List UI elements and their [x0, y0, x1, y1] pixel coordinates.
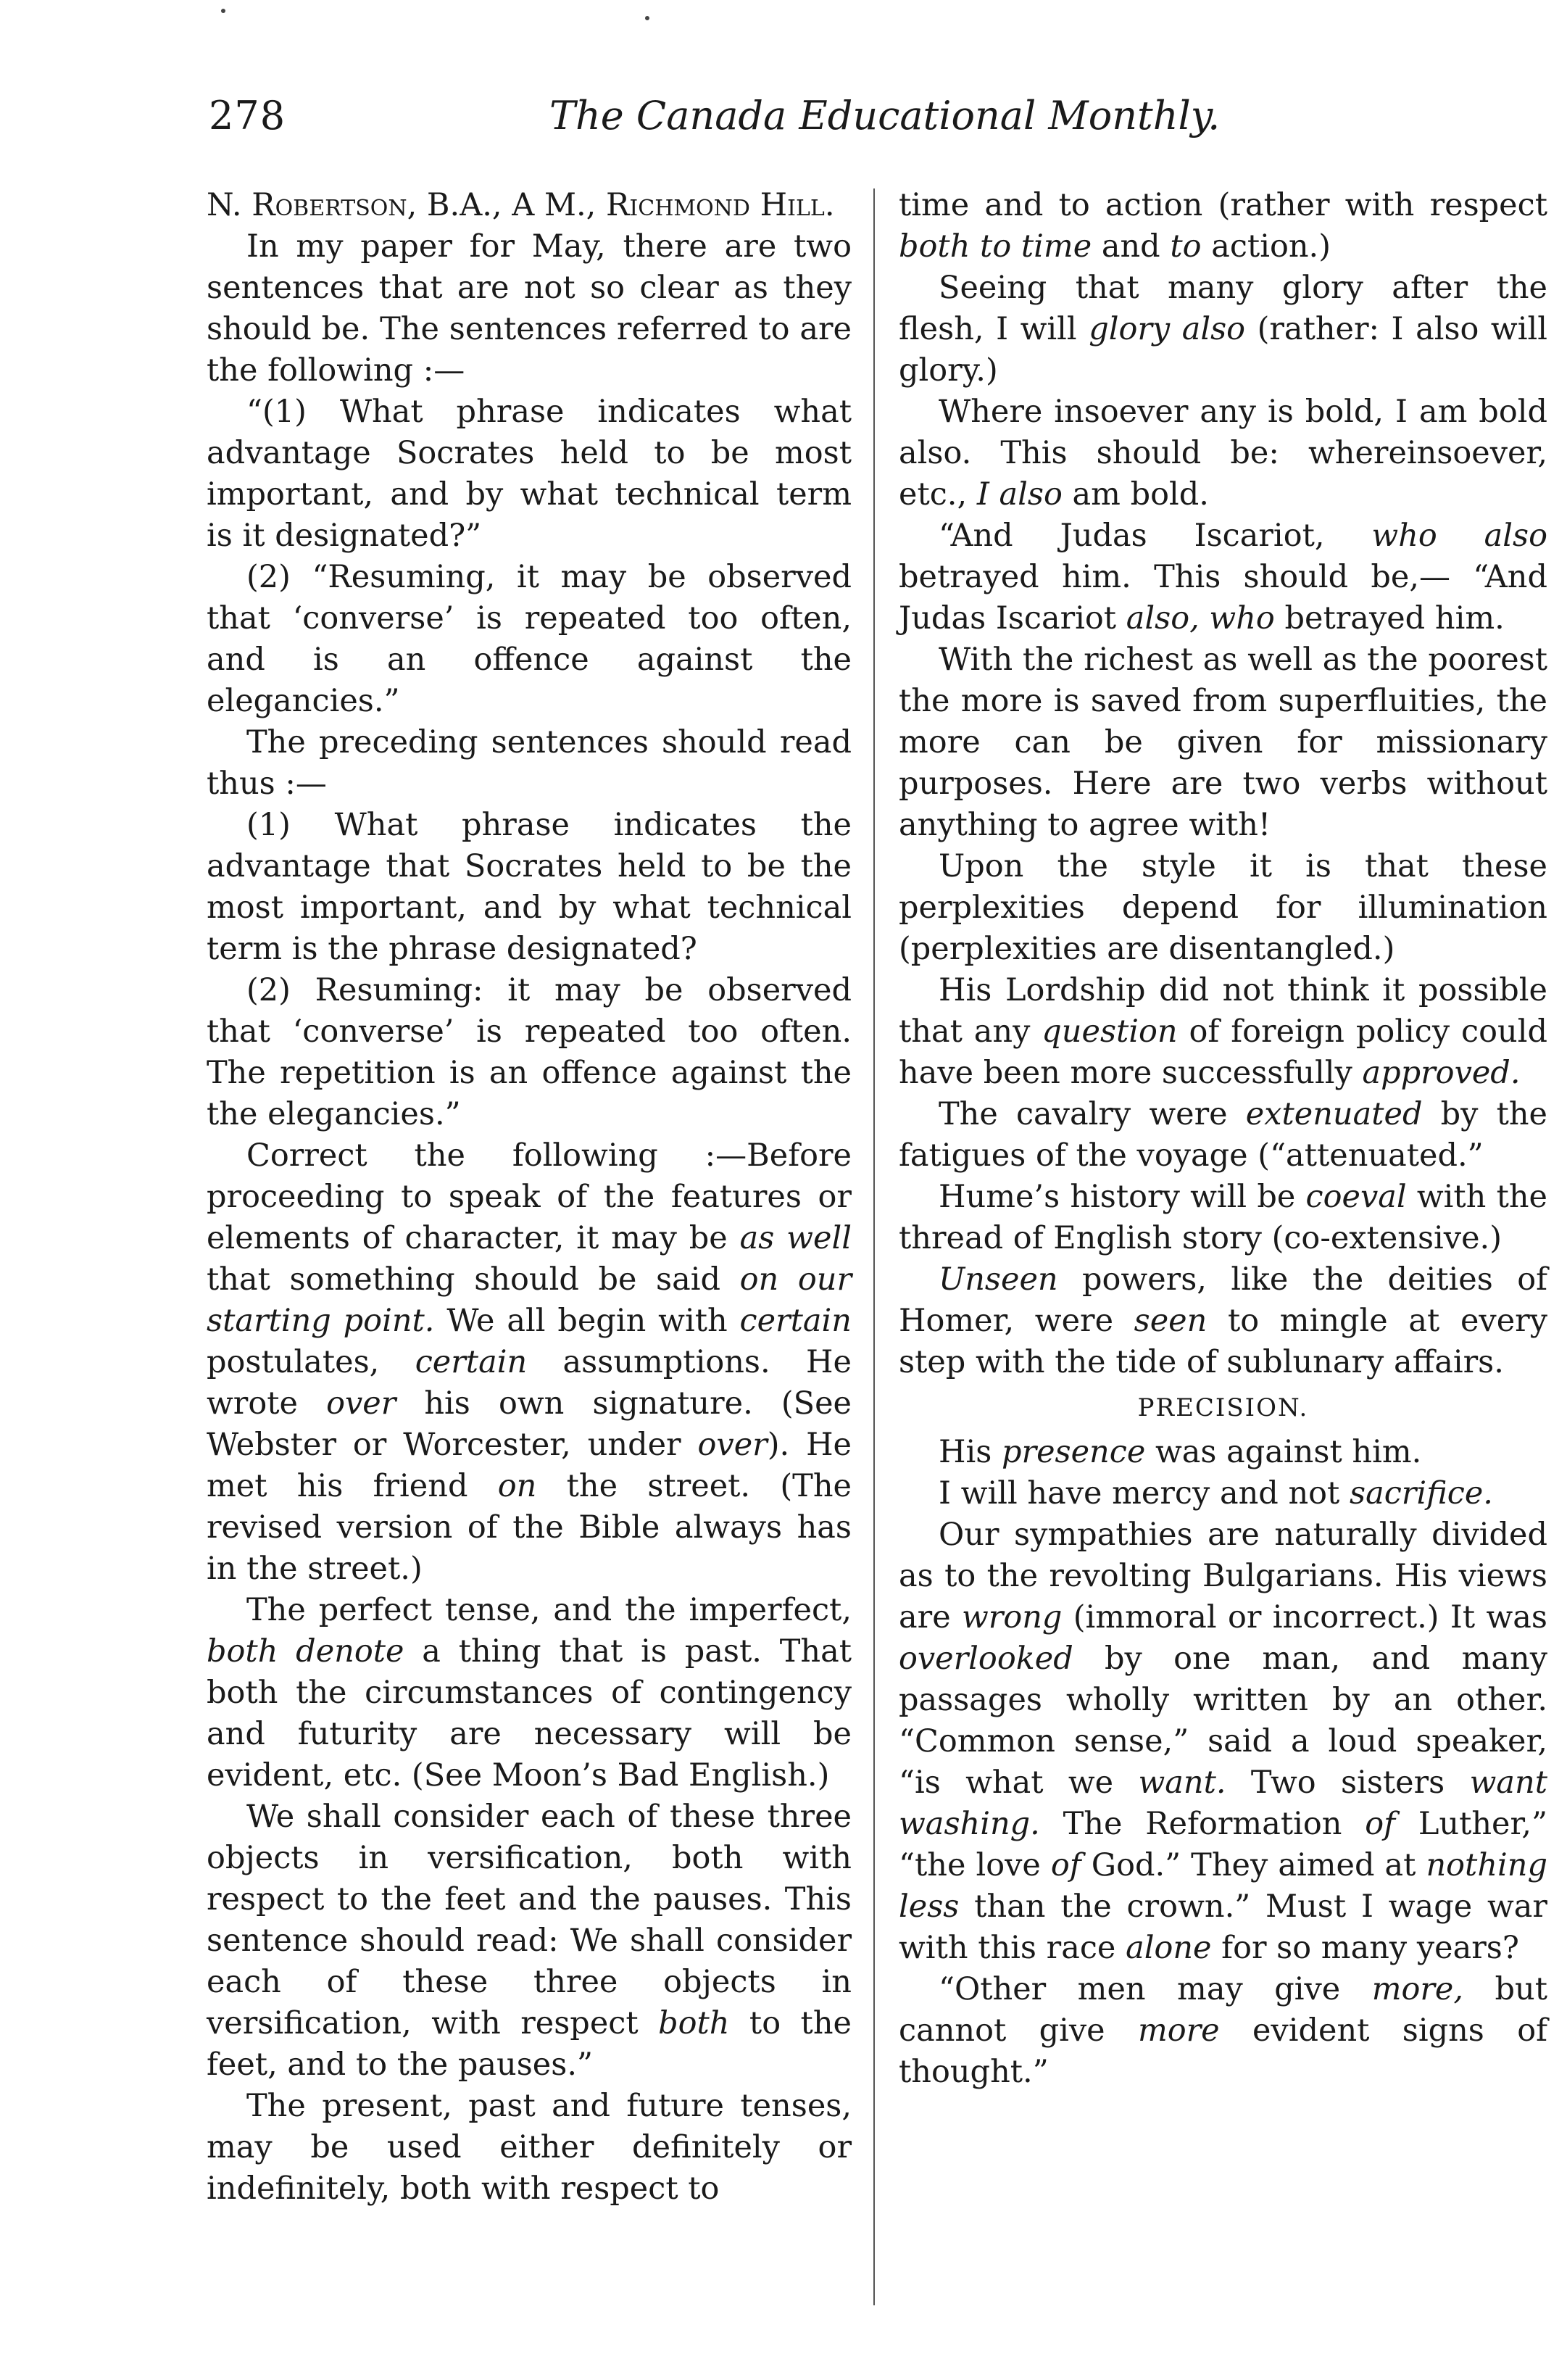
paragraph: Our sympathies are naturally divided as to the revolting Bulgarians. His views are wrong (immoral or incorrect.) It was overlooked by one man, and many passages wholly written by an other. “Common sense,” said a loud speaker, “is what we want. Two sisters want washing. The Reformation of Luther,” “the love of God.” They aimed at nothing less than the crown.” Must I wage war with this race alone for so many years?	[899, 1517, 1547, 1966]
paragraph: The cavalry were extenuated by the fatigues of the voyage (“attenuated.”	[899, 1096, 1547, 1174]
scan-speck	[221, 9, 225, 13]
paragraph: I will have mercy and not sacrifice.	[939, 1475, 1493, 1512]
page-number: 278	[209, 93, 286, 138]
left-column	[207, 185, 852, 2210]
running-title: The Canada Educational Monthly.	[549, 93, 1221, 138]
author-line: N. Robertson, B.A., A M., Richmond Hill.	[207, 187, 835, 223]
paragraph: His presence was against him.	[939, 1434, 1422, 1470]
paragraph: His Lordship did not think it possible that any question of foreign policy could have been more successfully approved.	[899, 972, 1547, 1091]
paragraph: With the richest as well as the poorest the more is saved from superfluities, the more can be given for missionary purposes. Here are two verbs without anything to agree with!	[899, 642, 1547, 843]
paragraph: Correct the following :—Before proceeding to speak of the features or elements of character, it may be as well that something should be said on our starting point. We all begin with certain postulates, certain assumptions. He wrote over his own signature. (See Webster or Worcester, under over). He met his friend on the street. (The revised version of the Bible always has in the street.)	[207, 1137, 852, 1587]
paragraph: We shall consider each of these three objects in versification, both with respect to the feet and the pauses. This sentence should read: We shall consider each of these three objects in versification, with respect both to the feet, and to the pauses.”	[207, 1799, 852, 2083]
scan-speck	[645, 16, 649, 20]
paragraph: (1) What phrase indicates the advantage that Socrates held to be the most important, and by what technical term is the phrase designated?	[207, 807, 852, 967]
paragraph: “(1) What phrase indicates what advantage Socrates held to be most important, and by what technical term is it designated?”	[207, 394, 852, 554]
paragraph: In my paper for May, there are two sentences that are not so clear as they should be. The sentences referred to are the following :—	[207, 228, 852, 389]
paragraph: Unseen powers, like the deities of Homer, were seen to mingle at every step with the tide of sublunary affairs.	[899, 1261, 1547, 1380]
page-header	[209, 93, 1238, 158]
section-heading: PRECISION.	[1137, 1393, 1309, 1422]
paragraph: (2) “Resuming, it may be observed that ‘converse’ is repeated too often, and is an offence against the elegancies.”	[207, 559, 852, 719]
paragraph: The present, past and future tenses, may be used either definitely or indefinitely, both with respect to	[207, 2088, 852, 2207]
paragraph: Hume’s history will be coeval with the thread of English story (co-extensive.)	[899, 1179, 1547, 1256]
paragraph: “And Judas Iscariot, who also betrayed him. This should be,— “And Judas Iscariot also, who betrayed him.	[899, 518, 1548, 637]
paragraph: Seeing that many glory after the flesh, I will glory also (rather: I also will glory.)	[899, 270, 1547, 389]
paragraph: Where insoever any is bold, I am bold also. This should be: whereinsoever, etc., I also am bold.	[899, 394, 1547, 513]
paragraph: “Other men may give more, but cannot give more evident signs of thought.”	[899, 1971, 1547, 2090]
column-divider	[873, 188, 875, 2305]
right-column	[899, 185, 1547, 2093]
paragraph: (2) Resuming: it may be observed that ‘converse’ is repeated too often. The repetition is an offence against the the elegancies.”	[207, 972, 852, 1132]
paragraph: The preceding sentences should read thus :—	[207, 724, 852, 802]
paragraph: The perfect tense, and the imperfect, both denote a thing that is past. That both the circumstances of contingency and futurity are necessary will be evident, etc. (See Moon’s Bad English.)	[207, 1592, 852, 1794]
paragraph: Upon the style it is that these perplexities depend for illumination (perplexities are disentangled.)	[899, 848, 1547, 967]
paragraph: time and to action (rather with respect both to time and to action.)	[899, 187, 1547, 265]
